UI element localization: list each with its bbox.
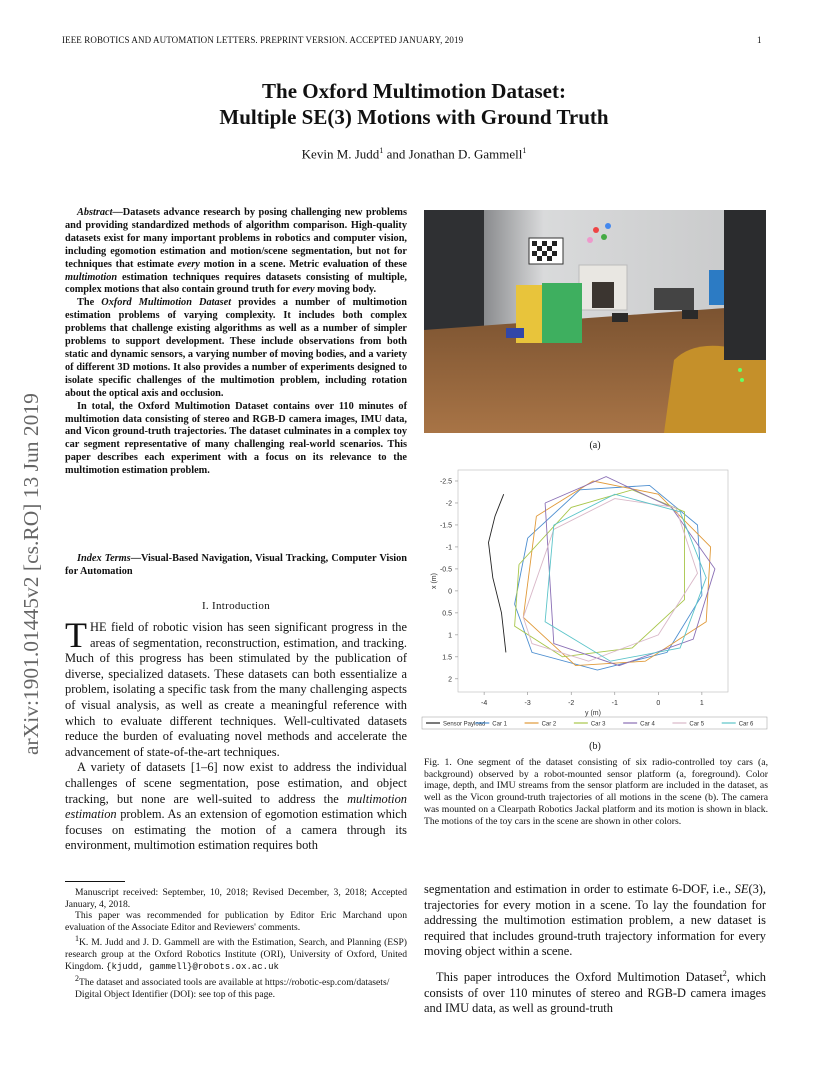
right-column-text [424,882,766,1017]
subfigure-a-label: (a) [589,440,601,451]
trajectory-line [523,481,710,666]
plot-area [458,470,728,692]
arxiv-stamp [2,290,50,760]
y-tick-label: 0 [448,588,452,596]
authors [0,146,828,162]
abstract-em: every [177,258,200,270]
author-and: and [383,146,409,162]
author-emails: {kjudd, gammell}@robots.ox.ac.uk [106,961,279,972]
x-tick-label: -3 [524,700,531,707]
manuscript-received: Manuscript received: September, 10, 2018; Revised December, 3, 2018; Accepted January, 4, 2018. [65,887,407,910]
author-2: Jonathan D. Gammell [408,146,523,162]
trajectory-line [545,494,706,661]
page-number: 1 [757,35,762,45]
y-tick-label: -2 [445,500,452,508]
abstract-text: provides a number of multimotion estimation problems of varying complexity. It includes both complex problems that challenge existing algorithms as well as a number of simpler problems to support development. These include observations from both static and dynamic sensors, a varying number of moving bodies, and a variety of different 3D motions. It also provides a number of experiments designed to isolate specific challenges of the multimotion problem, including rotation about the optical axis and occlusion. [65,297,407,399]
intro-paragraph: problem. As an extension of egomotion estimation which focuses on estimating the motion of a camera through its environment, multimotion estimation requires both [65,807,407,853]
y-tick-label: -1.5 [439,522,452,530]
legend-label: Car 3 [590,721,606,728]
legend-label: Car 4 [640,721,655,728]
footnotes [65,887,407,1001]
intro-em: multimotion estimation [65,791,407,822]
running-header: IEEE ROBOTICS AND AUTOMATION LETTERS. PREPRINT VERSION. ACCEPTED JANUARY, 2019 [62,35,464,45]
body-text: , which consists of over 110 minutes of stereo and RGB-D camera images and IMU data, as well as ground-truth [424,970,766,1016]
footnote-ref: 2 [722,968,727,978]
abstract-text: The [77,297,102,309]
legend-label: Car 5 [689,721,705,728]
math-3: (3) [748,882,763,896]
footnote-mark: 1 [75,934,79,944]
x-tick-label: -1 [611,700,618,707]
trajectory-line [489,494,506,652]
y-tick-label: -0.5 [439,566,452,574]
abstract-label: Abstract [77,207,113,218]
y-tick-label: 0.5 [442,610,452,618]
x-axis-label: y (m) [585,710,601,717]
footnote-2: The dataset and associated tools are available at https://robotic-esp.com/datasets/ [79,977,390,989]
trajectory-chart [416,462,773,740]
y-axis-label: x (m) [431,573,438,589]
body-text: This paper introduces the Oxford Multimotion Dataset [436,970,723,985]
doi-note: Digital Object Identifier (DOI): see top of this page. [75,989,276,1001]
abstract [65,207,407,478]
arxiv-stamp-text: arXiv:1901.01445v2 [cs.RO] 13 Jun 2019 [19,393,43,755]
math-se: SE [734,882,749,896]
legend-label: Sensor Payload [443,721,486,728]
legend-label: Car 2 [541,721,557,728]
drop-cap: T [65,615,87,655]
introduction-text [65,615,407,854]
legend-label: Car 6 [738,721,754,728]
y-tick-label: -1 [445,544,452,552]
y-tick-label: 1 [448,632,452,640]
abstract-paragraph: In total, the Oxford Multimotion Dataset contains over 110 minutes of multimotion data consisting of stereo and RGB-D camera images, IMU data, and Vicon ground-truth trajectories. The dataset culminates in a complex toy car segment representative of many challenging real-world scenarios. This paper describes each experiment with a focus on its relevance to the multimotion estimation problem. [65,400,407,477]
body-text: , trajectories for every motion in a scene. To lay the foundation for addressing the multimotion estimation problem, a new dataset is required that includes ground-truth trajectory information for every moving object within a scene. [424,882,766,959]
author-2-affil: 1 [522,146,527,155]
figure-photo [424,210,766,433]
trajectory-line [515,490,685,657]
index-terms [65,553,407,579]
footnote-mark: 2 [75,974,79,984]
abstract-text: estimation techniques requires datasets consisting of multiple, complex motions that also contain ground truth for [65,271,407,296]
abstract-em: every [292,284,315,296]
y-tick-label: 2 [448,676,452,684]
trajectory-plot [416,462,773,740]
footnote-rule [65,881,125,882]
body-text: segmentation and estimation in order to estimate 6-DOF, i.e., [424,882,735,896]
index-terms-text: —Visual-Based Navigation, Visual Tracking, Computer Vision for Automation [65,553,407,577]
abstract-text: moving body. [314,284,377,296]
title-line-1: The Oxford Multimotion Dataset: [262,79,566,103]
section-heading: I. Introduction [201,600,271,612]
recommended-note: This paper was recommended for publication by Editor Eric Marchand upon evaluation of the Associate Editor and Reviewers' comments. [65,910,407,933]
y-tick-label: 1.5 [442,654,452,662]
intro-paragraph: A variety of datasets [1–6] now exist to address the individual challenges of scene segmentation, pose estimation, and object tracking, but none are well-suited to address the [65,760,407,806]
y-tick-label: -2.5 [439,478,452,486]
abstract-text: motion in a scene. Metric evaluation of these [199,258,407,270]
abstract-em: Oxford Multimotion Dataset [101,297,232,309]
abstract-em: multimotion [65,271,118,283]
subfigure-b-label: (b) [589,741,601,752]
paper-title [0,78,828,130]
room-scene-image [424,210,766,433]
legend-label: Car 1 [492,721,507,728]
title-line-2: Multiple SE(3) Motions with Ground Truth [219,105,609,129]
figure-caption: Fig. 1. One segment of the dataset consisting of six radio-controlled toy cars (a, background) observed by a robot-mounted sensor platform (a, foreground). Color image, depth, and IMU streams from the sensor platform are included in the dataset, as well as the Vicon ground-truth trajectories of all motions in the scene (b). The camera was mounted on a Clearpath Robotics Jackal platform and its motion is shown in black. The motions of the toy cars in the scene are shown in other colors. [424,757,768,827]
intro-paragraph: HE field of robotic vision has seen significant progress in the areas of segmentation, reconstruction, estimation, and tracking. Much of this progress has been stimulated by the publication of diverse, specialized datasets. These datasets can both essentialize a problem, isolating a specific task from the many challenging aspects of visual analysis, as well as create a meaningful reference with which to evaluate different techniques. Well-cultivated datasets reduce the burden of evaluating novel methods and accelerate the advancement of state-of-the-art techniques. [65,620,407,759]
index-terms-label: Index Terms [77,553,131,564]
author-1-affil: 1 [379,146,384,155]
abstract-text: —Datasets advance research by posing challenging new problems and providing standardized methods of algorithm comparison. High-quality datasets exist for many important problems in robotics and computer vision, including egomotion estimation and motion/scene segmentation, but not for techniques that estimate [65,207,407,270]
footnote-1: K. M. Judd and J. D. Gammell are with the Estimation, Search, and Planning (ESP) research group at the Oxford Robotics Institute (ORI), University of Oxford, United Kingdom. [65,937,407,972]
x-tick-label: -2 [568,700,575,707]
x-tick-label: 0 [656,700,661,707]
author-1: Kevin M. Judd [301,146,380,162]
x-tick-label: 1 [699,700,704,707]
x-tick-label: -4 [481,700,488,707]
